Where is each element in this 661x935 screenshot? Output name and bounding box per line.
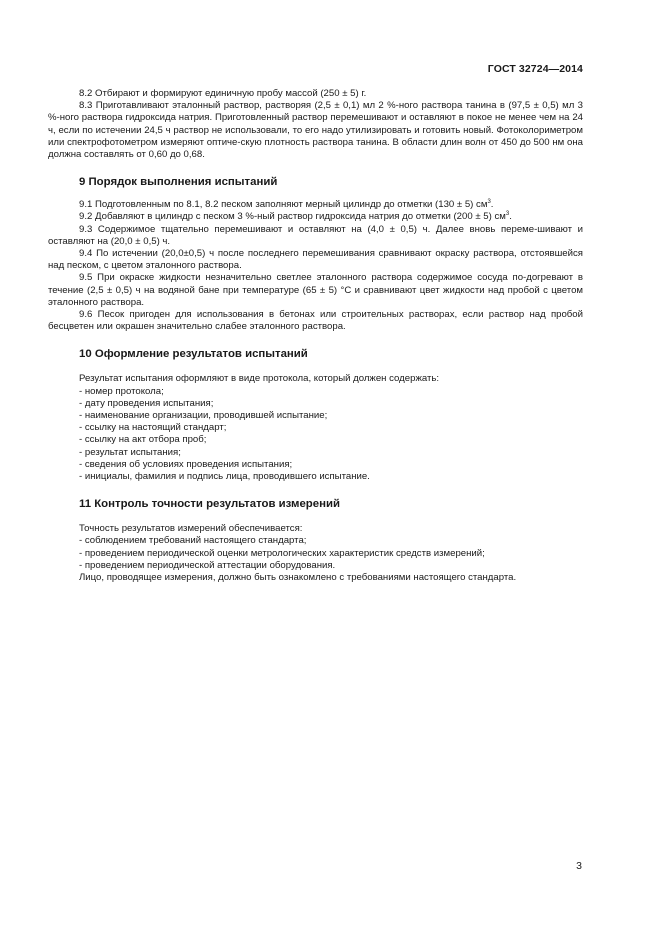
paragraph-9-5: 9.5 При окраске жидкости незначительно светлее эталонного раствора содержимое сосуда по-догревают в течение (2,5 ± 0,5) ч на водяной бане при температуре (65 ± 5) °С и сравнивают цвет жидкости над пробой с цветом эталонного раствора. (48, 272, 583, 308)
section-9-heading: 9 Порядок выполнения испытаний (79, 176, 278, 189)
paragraph-9-4: 9.4 По истечении (20,0±0,5) ч после последнего перемешивания сравнивают окраску раствора, отстоявшейся над песком, с цветом эталонного раствора. (48, 248, 583, 272)
document-body (48, 88, 583, 584)
paragraph-9-2 (48, 211, 583, 223)
list-item: - результат испытания; (79, 446, 181, 458)
list-item: - номер протокола; (79, 385, 164, 397)
list-item: - ссылку на настоящий стандарт; (79, 422, 227, 434)
section-10-heading: 10 Оформление результатов испытаний (79, 348, 308, 361)
section-10-intro: Результат испытания оформляют в виде протокола, который должен содержать: (79, 373, 440, 385)
list-item: - проведением периодической оценки метрологических характеристик средств измерений; (79, 547, 485, 559)
list-item: - дату проведения испытания; (79, 397, 214, 409)
standard-number: ГОСТ 32724—2014 (487, 63, 583, 75)
list-item: - сведения об условиях проведения испытания; (79, 458, 293, 470)
list-item: - проведением периодической аттестации оборудования. (79, 559, 336, 571)
superscript-3: 3 (487, 199, 491, 206)
list-item: - инициалы, фамилия и подпись лица, проводившего испытание. (79, 471, 370, 483)
paragraph-9-3: 9.3 Содержимое тщательно перемешивают и оставляют на (4,0 ± 0,5) ч. Далее вновь переме-шивают и оставляют на (20,0 ± 0,5) ч. (48, 223, 583, 247)
paragraph-9-1 (48, 199, 583, 211)
section-11-intro: Точность результатов измерений обеспечивается: (79, 523, 303, 535)
section-11-closing: Лицо, проводящее измерения, должно быть ознакомлено с требованиями настоящего стандарта. (79, 572, 517, 584)
paragraph-8-2: 8.2 Отбирают и формируют единичную пробу массой (250 ± 5) г. (79, 88, 367, 99)
list-item: - соблюдением требований настоящего стандарта; (79, 535, 307, 547)
superscript-3: 3 (505, 211, 510, 218)
period: . (490, 199, 494, 211)
paragraph-9-1-text: 9.1 Подготовленным по 8.1, 8.2 песком заполняют мерный цилиндр до отметки (130 ± 5) см (79, 199, 488, 211)
paragraph-9-2-text: 9.2 Добавляют в цилиндр с песком 3 %-ный раствор гидроксида натрия до отметки (200 ± 5) см (79, 211, 506, 223)
page-number: 3 (576, 860, 582, 872)
section-11-heading: 11 Контроль точности результатов измерений (79, 498, 340, 511)
paragraph-8-3: 8.3 Приготавливают эталонный раствор, растворяя (2,5 ± 0,1) мл 2 %-ного раствора танина в (97,5 ± 0,5) мл 3 %-ного раствора гидроксида натрия. Приготовленный раствор перемешивают и оставляют в покое не менее чем на 24 ч, если по истечении 24,5 ч раствор не использовали, то его надо утилизировать и готовить новый. Фотоколориметром или спектрофотометром измеряют оптиче-скую плотность раствора танина. В области длин волн от 450 до 500 нм она должна составлять от 0,60 до 0,68. (48, 100, 583, 161)
list-item: - ссылку на акт отбора проб; (79, 434, 207, 446)
list-item: - наименование организации, проводившей испытание; (79, 410, 328, 422)
paragraph-9-6: 9.6 Песок пригоден для использования в бетонах или строительных растворах, если раствор над пробой бесцветен или окрашен значительно слабее эталонного раствора. (48, 309, 583, 333)
period: . (509, 211, 512, 223)
